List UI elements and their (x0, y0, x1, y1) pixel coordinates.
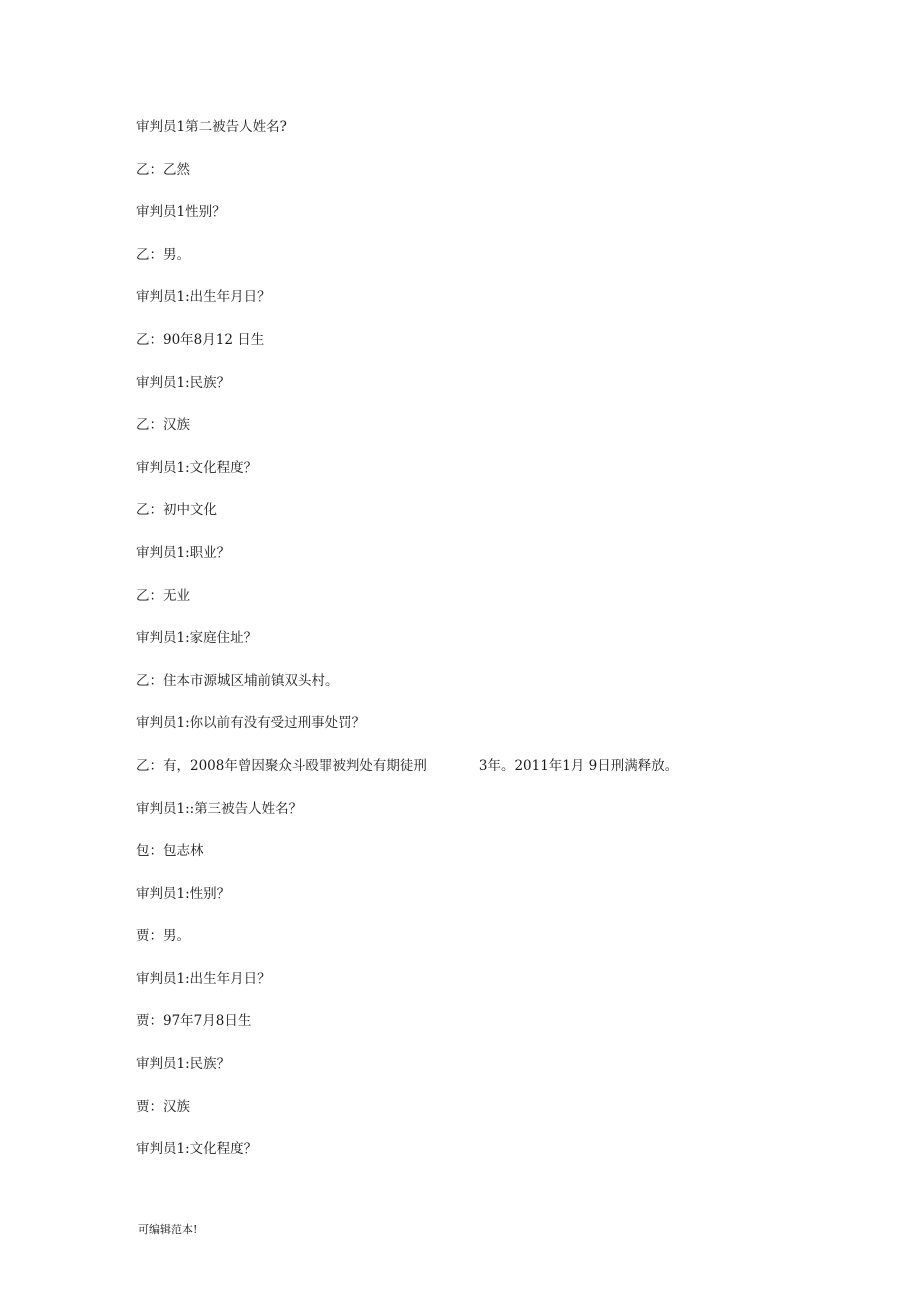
transcript-line: 审判员1:你以前有没有受过刑事处罚？ (136, 715, 366, 732)
transcript-line: 乙：初中文化 (136, 502, 217, 519)
transcript-line (136, 756, 836, 799)
transcript-line-part: 乙：有，2008年曾因聚众斗殴罪被判处有期徒刑 (136, 757, 427, 774)
transcript-line-part: 3年。2011年1月 9日刑满释放。 (478, 757, 679, 774)
transcript-line: 乙：男。 (136, 246, 190, 263)
transcript-line: 贾：男。 (136, 928, 190, 945)
transcript-line: 审判员1:民族？ (136, 374, 231, 391)
transcript-line: 审判员1性别？ (136, 204, 226, 221)
page-footer: 可编辑范本! (138, 1223, 198, 1236)
transcript-line: 包：包志林 (136, 843, 204, 860)
transcript-line: 审判员1:性别？ (136, 885, 231, 902)
transcript-line: 审判员1:民族？ (136, 1056, 231, 1073)
transcript-line: 审判员1:出生年月日？ (136, 970, 271, 987)
transcript-line: 乙：住本市源城区埔前镇双头村。 (136, 672, 339, 689)
transcript-line: 审判员1::第三被告人姓名？ (136, 800, 303, 817)
transcript-line: 审判员1:出生年月日？ (136, 289, 271, 306)
transcript-line: 乙：90年8月12 日生 (136, 331, 265, 348)
transcript (136, 117, 836, 1182)
transcript-line: 审判员1:文化程度？ (136, 459, 258, 476)
transcript-line: 审判员1:职业？ (136, 544, 231, 561)
transcript-line: 乙：汉族 (136, 417, 190, 434)
transcript-line: 乙：乙然 (136, 161, 190, 178)
transcript-line: 审判员1:家庭住址？ (136, 630, 258, 647)
transcript-line: 审判员1第二被告人姓名? (136, 119, 287, 135)
transcript-line: 乙：无业 (136, 587, 190, 604)
transcript-line: 贾：97年7月8日生 (136, 1013, 252, 1030)
transcript-line: 审判员1:文化程度？ (136, 1141, 258, 1158)
transcript-line: 贾：汉族 (136, 1098, 190, 1115)
